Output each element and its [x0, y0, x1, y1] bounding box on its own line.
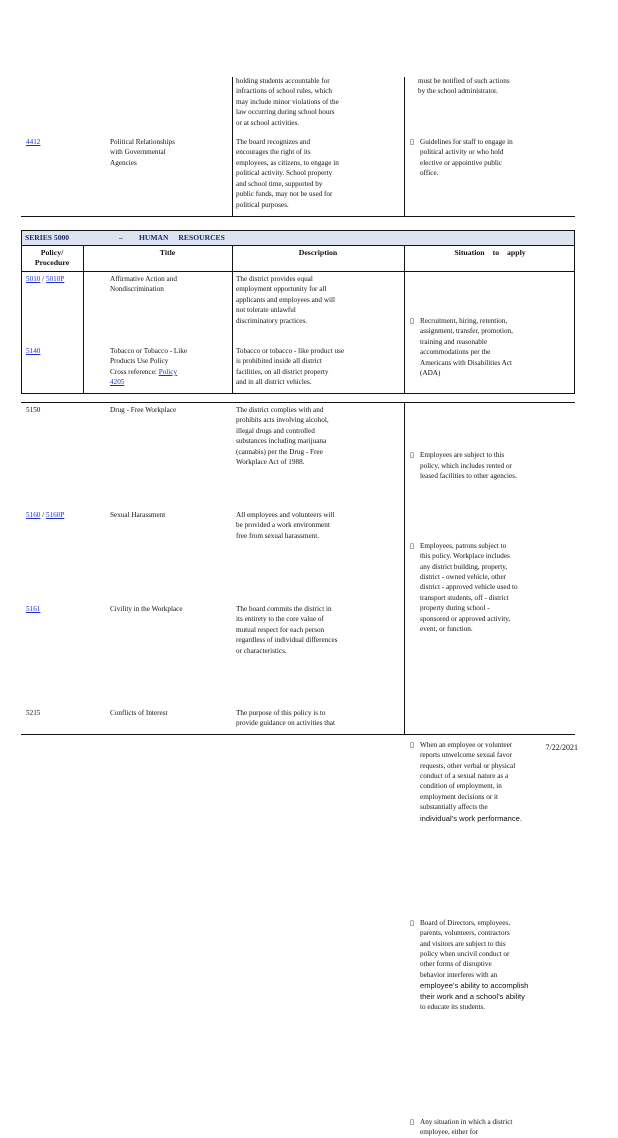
bullet-icon: ▯ — [410, 1117, 414, 1126]
text-line: policy when uncivil conduct or — [420, 950, 510, 958]
text-line: be provided a work environment — [236, 521, 330, 530]
bullet-icon: ▯ — [410, 740, 414, 749]
cont-situation — [418, 76, 568, 97]
situation-5150 — [410, 541, 575, 635]
text-line: district - approved vehicle used to — [420, 583, 518, 592]
text-line: prohibits acts involving alcohol, — [236, 416, 329, 425]
text-line: Employees, patrons subject to — [420, 541, 507, 550]
text-line: political activity. School property — [236, 169, 333, 178]
text-line: and school time, supported by — [236, 179, 323, 188]
policy-link-5010p[interactable]: 5010P — [45, 275, 65, 283]
text-line: Political Relationships — [110, 138, 175, 146]
text-line — [110, 367, 225, 377]
text-line: Affirmative Action and — [110, 275, 177, 283]
table-final-rule — [21, 734, 575, 735]
top-table-left-divider — [232, 77, 233, 216]
text-line: other forms of disruptive — [420, 960, 492, 969]
col-divider-description — [404, 246, 405, 393]
title-5160 — [110, 510, 225, 520]
text-line: infractions of school rules, which — [236, 87, 333, 96]
text-line: their work and a school’s ability — [420, 992, 525, 1002]
description-5140 — [236, 346, 398, 388]
policy-5010 — [26, 274, 64, 284]
text-line: free from sexual harassment. — [236, 531, 320, 540]
text-line: employee, either for — [420, 1128, 479, 1137]
text-line: behavior interferes with an — [420, 970, 498, 979]
text-line: employee’s ability to accomplish — [420, 981, 529, 991]
col-divider-policy — [83, 246, 84, 393]
text-line: Board of Directors, employees, — [420, 918, 511, 927]
bullet-icon: ▯ — [410, 541, 414, 550]
text-line: applicants and employees and will — [236, 295, 336, 304]
text-line: any district building, property, — [420, 562, 508, 571]
text-line: Tobacco or tobacco - like product use — [236, 347, 345, 355]
series-name: HUMAN RESOURCES — [139, 233, 225, 242]
bullet-icon: ▯ — [410, 918, 414, 927]
header-title: Title — [159, 248, 176, 257]
header-text: Procedure — [34, 258, 70, 268]
footer-date: 7/22/2021 — [545, 743, 578, 752]
policy-separator: / — [42, 275, 45, 283]
top-table-bottom-rule — [21, 216, 575, 217]
table-next-top-rule — [21, 402, 575, 403]
text-line: illegal drugs and controlled — [236, 426, 315, 435]
text-line: law occurring during school hours — [236, 108, 335, 117]
text-line: to educate its students. — [420, 1003, 486, 1012]
series-dash: – — [119, 233, 123, 242]
text-line: employment opportunity for all — [236, 285, 327, 294]
text-line: (ADA) — [420, 368, 441, 377]
text-line: individual’s work performance. — [420, 813, 523, 823]
text-line: transport students, off - district — [420, 593, 509, 602]
cont-description — [236, 76, 394, 128]
text-line: facilities, on all district property — [236, 367, 329, 376]
policy-link-4412[interactable]: 4412 — [26, 138, 41, 146]
policy-link-5160p[interactable]: 5160P — [45, 511, 65, 519]
text-line: Sexual Harassment — [110, 511, 166, 519]
bullet-icon: ▯ — [410, 138, 414, 146]
text-line: elective or appointive public — [420, 158, 503, 167]
text-line: encourages the right of its — [236, 148, 311, 157]
policy-5215: 5215 — [26, 709, 41, 717]
text-line: sponsored or approved activity, — [420, 614, 511, 623]
situation-5010 — [410, 316, 575, 379]
policy-link-5161[interactable]: 5161 — [26, 605, 41, 613]
situation-5215 — [410, 1117, 575, 1138]
text-line: Products Use Policy — [110, 357, 169, 366]
text-line: not tolerate unlawful — [236, 306, 296, 315]
text-line: regardless of individual differences — [236, 636, 338, 645]
policy-link-5140[interactable]: 5140 — [26, 347, 41, 355]
series-header — [21, 231, 575, 245]
text-line: policy, which includes rented or — [420, 461, 512, 470]
text-line: All employees and volunteers will — [236, 511, 335, 519]
header-bottom-rule — [21, 271, 575, 272]
text-line: office. — [420, 169, 439, 178]
top-table-right-divider — [404, 77, 405, 216]
text-line: Civility in the Workplace — [110, 605, 183, 613]
title-5161 — [110, 604, 225, 614]
text-line: Nondiscrimination — [110, 285, 164, 294]
text-line: employment decisions or it — [420, 792, 499, 801]
text-line: When an employee or volunteer — [420, 740, 513, 749]
bullet-icon: ▯ — [410, 451, 414, 460]
text-line: this policy. Workplace includes — [420, 552, 510, 561]
title-5010 — [110, 274, 225, 295]
description-5160 — [236, 510, 396, 541]
text-line: and visitors are subject to this — [420, 939, 506, 948]
policy-separator: / — [42, 511, 45, 519]
text-line: is prohibited inside all district — [236, 357, 322, 366]
text-line: its entirety to the core value of — [236, 615, 324, 624]
title-5150 — [110, 405, 225, 415]
text-line: Recruitment, hiring, retention, — [420, 316, 508, 325]
policy-link-5010[interactable]: 5010 — [26, 275, 41, 283]
situation-5140 — [410, 450, 575, 481]
text-line: Workplace Act of 1988. — [236, 458, 305, 467]
text-line: (cannabis) per the Drug - Free — [236, 447, 323, 456]
table-section-bottom-rule — [21, 393, 575, 394]
text-line: accommodations per the — [420, 348, 491, 357]
header-situation: Situation to apply — [454, 248, 526, 257]
policy-link-4205[interactable]: Policy — [158, 367, 178, 376]
text-line: event, or function. — [420, 625, 473, 634]
text-line: Conflicts of Interest — [110, 709, 168, 717]
header-text: Policy/ — [40, 248, 64, 257]
text-line: The board commits the district in — [236, 605, 332, 613]
text-line: leased facilities to other agencies. — [420, 472, 517, 481]
text-line: holding students accountable for — [236, 77, 330, 85]
header-policy — [22, 248, 82, 268]
description-5150 — [236, 405, 396, 468]
text-line: requests, other verbal or physical — [420, 761, 516, 770]
policy-5160 — [26, 510, 64, 520]
text-line: substances including marijuana — [236, 437, 327, 446]
text-line: The board recognizes and — [236, 138, 311, 146]
text-line: employees, as citizens, to engage in — [236, 158, 339, 167]
text-line: public funds, may not be used for — [236, 190, 333, 199]
text-line: Employees are subject to this — [420, 451, 505, 460]
col-divider-description-lower — [404, 402, 405, 734]
text-line: Guidelines for staff to engage in — [420, 138, 513, 146]
text-line: may include minor violations of the — [236, 97, 339, 106]
description-5010 — [236, 274, 396, 326]
series-bottom-rule — [21, 245, 575, 246]
text-line: assignment, transfer, promotion, — [420, 327, 513, 336]
text-line: reports unwelcome sexual favor — [420, 751, 513, 760]
description-5161 — [236, 604, 396, 656]
policy-5150: 5150 — [26, 406, 41, 414]
policy-link-4205-number[interactable]: 4205 — [110, 378, 125, 387]
text-line: Tobacco or Tobacco - Like — [110, 347, 188, 355]
text-line: Any situation in which a district — [420, 1117, 513, 1126]
text-line: with Governmental — [110, 148, 166, 157]
text-line: provide guidance on activities that — [236, 719, 335, 728]
text-line: parents, volunteers, contractors — [420, 929, 510, 938]
text-line: Drug - Free Workplace — [110, 406, 177, 414]
text-line: The purpose of this policy is to — [236, 709, 326, 717]
description-5215 — [236, 708, 396, 729]
text-line: condition of employment, in — [420, 782, 502, 791]
text-line: training and reasonable — [420, 337, 488, 346]
text-line: political activity or who hold — [420, 148, 504, 157]
table-left-border — [21, 230, 22, 393]
text-span: Cross reference: — [110, 367, 157, 376]
text-line: conduct of a sexual nature as a — [420, 771, 509, 780]
policy-link-5160[interactable]: 5160 — [26, 511, 41, 519]
text-line: Agencies — [110, 158, 137, 167]
text-line: political purposes. — [236, 200, 289, 209]
text-line: or characteristics. — [236, 646, 287, 655]
text-line: property during school - — [420, 604, 490, 613]
title-4412 — [110, 137, 225, 168]
text-line: The district provides equal — [236, 275, 313, 283]
text-line: district - owned vehicle, other — [420, 573, 507, 581]
text-line: The district complies with and — [236, 406, 324, 414]
text-line: substantially affects the — [420, 803, 488, 812]
col-divider-title — [232, 246, 233, 393]
text-line: Americans with Disabilities Act — [420, 358, 513, 367]
situation-4412 — [410, 137, 570, 179]
text-line: must be notified of such actions — [418, 77, 510, 85]
bullet-icon: ▯ — [410, 316, 414, 325]
header-description: Description — [298, 248, 338, 257]
text-line: mutual respect for each person — [236, 625, 325, 634]
series-label: SERIES 5000 — [25, 233, 70, 242]
text-line: by the school administrator. — [418, 87, 498, 96]
description-4412 — [236, 137, 396, 210]
text-line: discriminatory practices. — [236, 316, 308, 325]
title-5215 — [110, 708, 225, 718]
situation-5161 — [410, 918, 575, 1013]
title-5140 — [110, 346, 225, 388]
text-line: or at school activities. — [236, 118, 300, 127]
text-line: and in all district vehicles. — [236, 378, 312, 387]
